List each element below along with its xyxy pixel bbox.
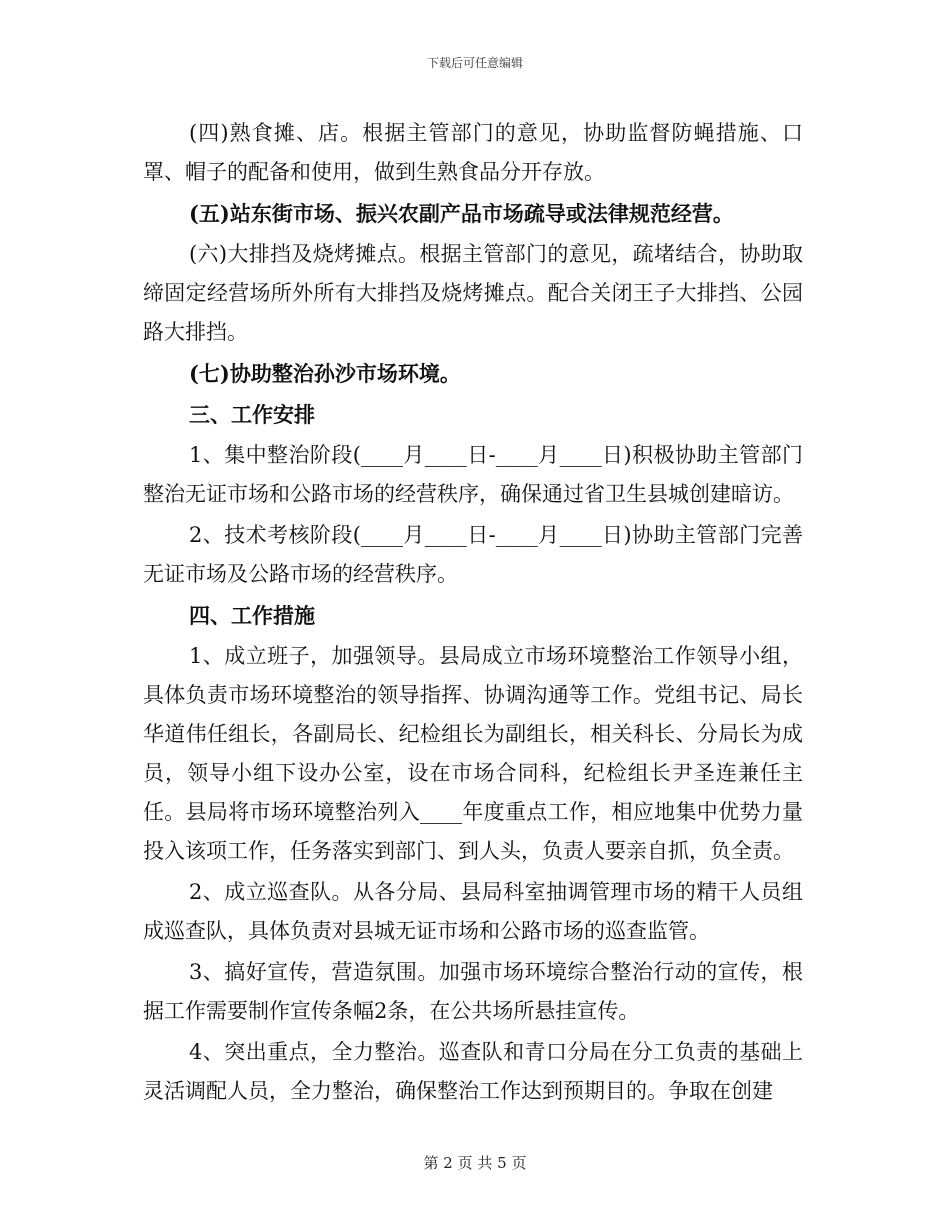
measure-item-4: 4、突出重点，全力整治。巡查队和青口分局在分工负责的基础上灵活调配人员，全力整治，确保整治工作达到预期目的。争取在创建 [143, 1040, 803, 1103]
document-body [143, 112, 803, 1111]
paragraph-6: (六)大排挡及烧烤摊点。根据主管部门的意见，疏堵结合，协助取缔固定经营场所外所有大排挡及烧烤摊点。配合关闭王子大排挡、公园路大排挡。 [143, 242, 803, 344]
paragraph-4: (四)熟食摊、店。根据主管部门的意见，协助监督防蝇措施、口罩、帽子的配备和使用，做到生熟食品分开存放。 [143, 121, 803, 184]
section-heading-work-measures: 四、工作措施 [189, 603, 315, 628]
arrangement-item-1: 1、集中整治阶段(____月____日-____月____日)积极协助主管部门整治无证市场和公路市场的经营秩序，确保通过省卫生县城创建暗访。 [143, 443, 803, 506]
arrangement-item-2: 2、技术考核阶段(____月____日-____月____日)协助主管部门完善无证市场及公路市场的经营秩序。 [143, 523, 803, 586]
measure-item-1: 1、成立班子，加强领导。县局成立市场环境整治工作领导小组，具体负责市场环境整治的领导指挥、协调沟通等工作。党组书记、局长华道伟任组长，各副局长、纪检组长为副组长，相关科长、分局长为成员，领导小组下设办公室，设在市场合同科，纪检组长尹圣连兼任主任。县局将市场环境整治列入____年度重点工作，相应地集中优势力量投入该项工作，任务落实到部门、到人头，负责人要亲自抓，负全责。 [143, 644, 803, 863]
measure-item-3: 3、搞好宣传，营造氛围。加强市场环境综合整治行动的宣传，根据工作需要制作宣传条幅2条，在公共场所悬挂宣传。 [143, 960, 803, 1023]
page-header: 下载后可任意编辑 [426, 56, 523, 70]
section-heading-work-arrangement: 三、工作安排 [189, 402, 315, 427]
paragraph-5: (五)站东街市场、振兴农副产品市场疏导或法律规范经营。 [189, 201, 734, 226]
paragraph-7: (七)协助整治孙沙市场环境。 [189, 361, 461, 386]
measure-item-2: 2、成立巡查队。从各分局、县局科室抽调管理市场的精干人员组成巡查队，具体负责对县城无证市场和公路市场的巡查监管。 [143, 880, 803, 943]
page-footer: 第 2 页 共 5 页 [423, 1154, 527, 1172]
